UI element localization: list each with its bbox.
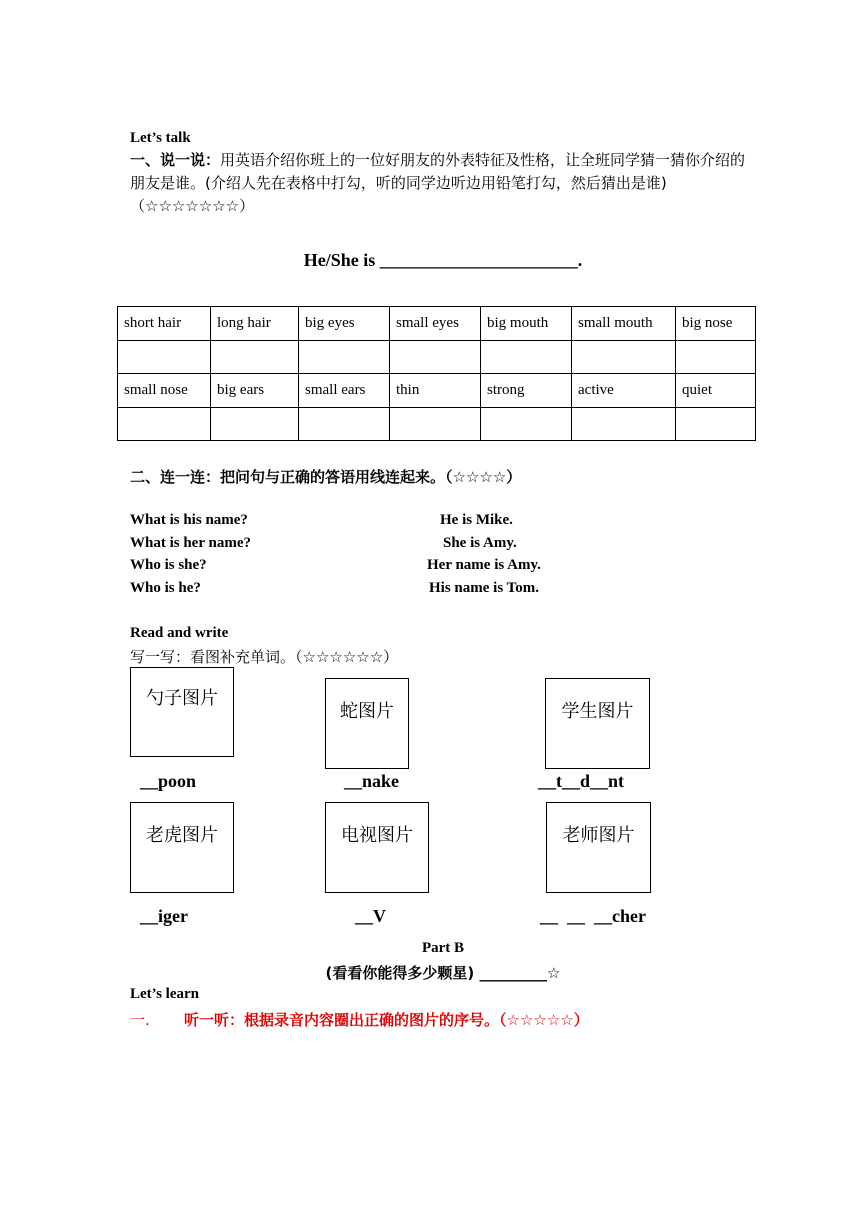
section-lets-learn: Let’s learn xyxy=(130,986,200,1002)
intro-paragraph xyxy=(130,149,756,218)
intro-label: 一、说一说： xyxy=(130,151,221,169)
fill-sentence: He/She is ______________________. xyxy=(303,250,583,270)
word-spoon: __poon xyxy=(140,771,197,791)
check-cell[interactable] xyxy=(299,341,390,374)
check-cell[interactable] xyxy=(118,341,211,374)
answer-1: He is Mike. xyxy=(440,512,513,528)
student-picture: 学生图片 xyxy=(545,678,650,769)
table-cell: short hair xyxy=(118,307,211,341)
snake-picture: 蛇图片 xyxy=(325,678,409,769)
tv-picture: 电视图片 xyxy=(325,802,429,893)
check-cell[interactable] xyxy=(390,408,481,441)
table-row-checkboxes xyxy=(118,341,756,374)
match-instruction: 二、连一连：把问句与正确的答语用线连起来。（☆☆☆☆） xyxy=(130,468,522,486)
table-cell: big mouth xyxy=(481,307,572,341)
check-cell[interactable] xyxy=(572,341,676,374)
table-row-checkboxes xyxy=(118,408,756,441)
check-cell[interactable] xyxy=(572,408,676,441)
section-read-write: Read and write xyxy=(130,625,229,641)
write-instruction: 写一写：看图补充单词。（☆☆☆☆☆☆） xyxy=(130,648,399,666)
answer-3: Her name is Amy. xyxy=(427,557,541,573)
table-cell: small mouth xyxy=(572,307,676,341)
teacher-picture: 老师图片 xyxy=(546,802,651,893)
word-tv: __V xyxy=(355,906,386,926)
listen-number: 一. xyxy=(130,1011,150,1029)
word-student: __t__d__nt xyxy=(538,771,625,791)
table-row xyxy=(118,307,756,341)
table-row xyxy=(118,374,756,408)
check-cell[interactable] xyxy=(211,408,299,441)
table-cell: small ears xyxy=(299,374,390,408)
part-b-title: Part B xyxy=(421,940,465,956)
table-cell: strong xyxy=(481,374,572,408)
features-table xyxy=(117,306,756,441)
word-teacher: __ __ __cher xyxy=(540,906,646,926)
answer-2: She is Amy. xyxy=(443,535,517,551)
table-cell: big nose xyxy=(676,307,756,341)
word-snake: __nake xyxy=(344,771,400,791)
question-1: What is his name? xyxy=(130,512,248,528)
check-cell[interactable] xyxy=(299,408,390,441)
check-cell[interactable] xyxy=(481,408,572,441)
score-line: (看看你能得多少颗星) _________☆ xyxy=(325,964,561,982)
check-cell[interactable] xyxy=(481,341,572,374)
table-cell: big ears xyxy=(211,374,299,408)
tiger-picture: 老虎图片 xyxy=(130,802,234,893)
table-cell: thin xyxy=(390,374,481,408)
answer-4: His name is Tom. xyxy=(429,580,540,596)
table-cell: long hair xyxy=(211,307,299,341)
check-cell[interactable] xyxy=(390,341,481,374)
check-cell[interactable] xyxy=(676,408,756,441)
section-lets-talk: Let’s talk xyxy=(130,130,191,146)
question-4: Who is he? xyxy=(130,580,201,596)
question-3: Who is she? xyxy=(130,557,207,573)
check-cell[interactable] xyxy=(118,408,211,441)
spoon-picture: 勺子图片 xyxy=(130,667,234,757)
check-cell[interactable] xyxy=(211,341,299,374)
table-cell: quiet xyxy=(676,374,756,408)
table-cell: small nose xyxy=(118,374,211,408)
word-tiger: __iger xyxy=(140,906,188,926)
table-cell: small eyes xyxy=(390,307,481,341)
table-cell: active xyxy=(572,374,676,408)
check-cell[interactable] xyxy=(676,341,756,374)
table-cell: big eyes xyxy=(299,307,390,341)
listen-instruction: 听一听：根据录音内容圈出正确的图片的序号。（☆☆☆☆☆） xyxy=(184,1011,589,1029)
intro-text: 用英语介绍你班上的一位好朋友的外表特征及性格，让全班同学猜一猜你介绍的朋友是谁。(介绍人先在表格中打勾，听的同学边听边用铅笔打勾，然后猜出是谁) （☆☆☆☆☆☆☆） xyxy=(130,151,746,215)
question-2: What is her name? xyxy=(130,535,251,551)
